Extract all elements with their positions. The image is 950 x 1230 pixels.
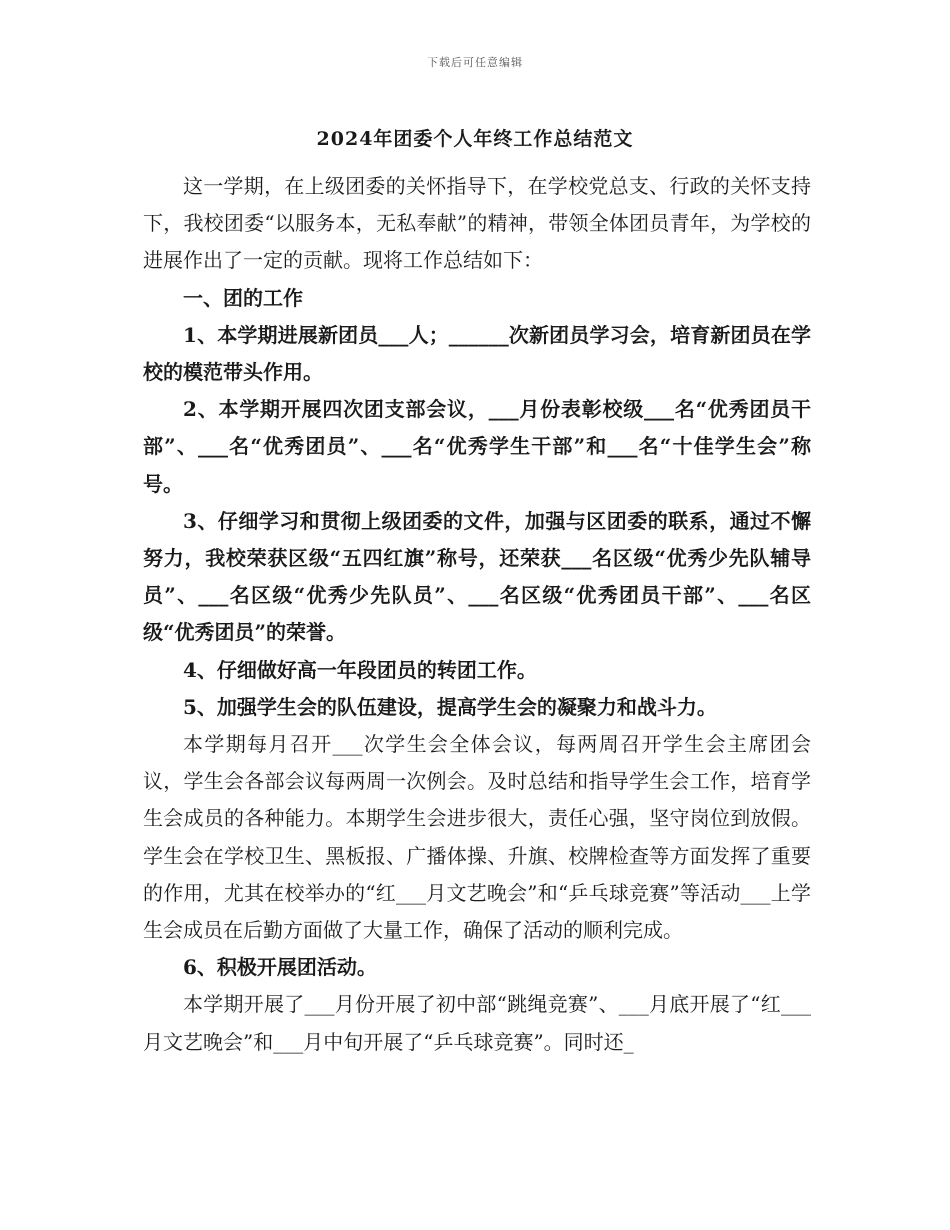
section-heading-league-work: 一、团的工作 [183, 285, 303, 310]
paragraph-intro: 这一学期，在上级团委的关怀指导下，在学校党总支、行政的关怀支持下，我校团委“以服务本，无私奉献”的精神，带领全体团员青年，为学校的进展作出了一定的贡献。现将工作总结如下： [143, 174, 811, 273]
item-6-activities: 6、积极开展团活动。 [183, 955, 377, 980]
header-note: 下载后可任意编辑 [427, 56, 523, 69]
document-title: 2024年团委个人年终工作总结范文 [316, 128, 634, 150]
paragraph-activities-detail: 本学期开展了___月份开展了初中部“跳绳竞赛”、___月底开展了“红___月文艺晚会”和___月中旬开展了“乒乓球竞赛”。同时还_ [143, 992, 811, 1054]
item-4-transfer: 4、仔细做好高一年段团员的转团工作。 [183, 657, 537, 682]
item-3-honors: 3、仔细学习和贯彻上级团委的文件，加强与区团委的联系，通过不懈努力，我校荣获区级“五四红旗”称号，还荣获___名区级“优秀少先队辅导员”、___名区级“优秀少先队员”、___名区级“优秀团员干部”、___名区级“优秀团员”的荣誉。 [143, 508, 811, 645]
item-1-new-members: 1、本学期进展新团员___人；______次新团员学习会，培育新团员在学校的模范带头作用。 [143, 322, 811, 385]
item-5-student-union: 5、加强学生会的队伍建设，提高学生会的凝聚力和战斗力。 [183, 694, 717, 719]
paragraph-student-union-detail: 本学期每月召开___次学生会全体会议，每两周召开学生会主席团会议，学生会各部会议每两周一次例会。及时总结和指导学生会工作，培育学生会成员的各种能力。本期学生会进步很大，责任心强，坚守岗位到放假。学生会在学校卫生、黑板报、广播体操、升旗、校牌检查等方面发挥了重要的作用，尤其在校举办的“红___月文艺晚会”和“乒乓球竞赛”等活动___上学生会成员在后勤方面做了大量工作，确保了活动的顺利完成。 [143, 732, 811, 943]
item-2-branch-meetings: 2、本学期开展四次团支部会议，___月份表彰校级___名“优秀团员干部”、___名“优秀团员”、___名“优秀学生干部”和___名“十佳学生会”称号。 [143, 397, 811, 496]
document-body [143, 168, 811, 1061]
